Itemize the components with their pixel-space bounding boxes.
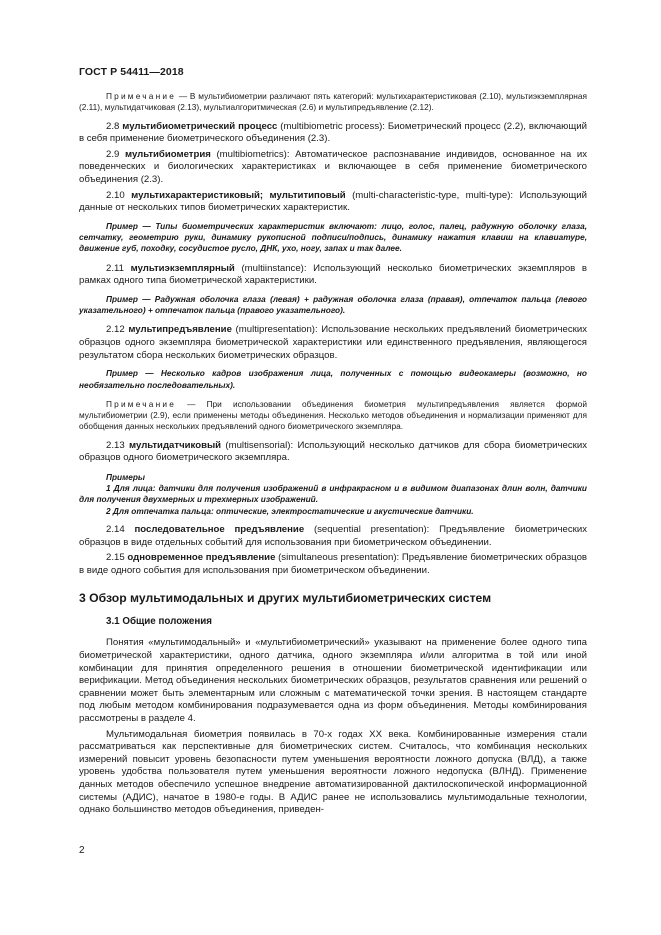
example-fingerprint-sensors: 2 Для отпечатка пальца: оптические, электростатические и акустические датчики. bbox=[106, 505, 474, 516]
term-name: мультидатчиковый bbox=[129, 439, 222, 451]
term-definition: (multipresentation): Использование нескольких предъявлений биометрических образцов одного экземпляра биометрической характеристики или единственного предъявления, являющегося результатом сбора нескольких биометрических образцов. bbox=[79, 324, 587, 361]
term-definition: (multisensorial): Использующий несколько датчиков для сбора биометрических образцов одного биометрического экземпляра. bbox=[79, 439, 587, 464]
section-3-heading: 3 Обзор мультимодальных и других мультибиометрических систем bbox=[79, 591, 492, 606]
term-2-8: 2.8 мультибиометрический процесс (multibiometric process): Биометрический процесс (2.2), включающий в себя применение биометрического объединения (2.3). bbox=[79, 120, 587, 145]
term-2-12: 2.12 мультипредъявление (multipresentation): Использование нескольких предъявлений биометрических образцов одного экземпляра биометрической характеристики или единственного предъявления, являющегося результатом сбора нескольких биометрических образцов. bbox=[79, 324, 587, 361]
term-definition: (multibiometrics): Автоматическое распознавание индивидов, основанное на их поведенческих и биологических характеристиках и включающее в себя применение биометрического объединения (2.3). bbox=[79, 148, 588, 185]
term-2-11: 2.11 мультиэкземплярный (multiinstance): Использующий несколько биометрических экземпляров в рамках одного типа биометрической характеристики. bbox=[79, 262, 587, 287]
term-name: мультихарактеристиковый; мультитиповый bbox=[131, 189, 346, 201]
term-2-15: 2.15 одновременное предъявление (simultaneous presentation): Предъявление биометрических образцов в виде одного события для использования при биометрическом объединении. bbox=[79, 552, 587, 576]
note-label: Примечание bbox=[106, 398, 177, 409]
term-name: мультибиометрический процесс bbox=[122, 120, 278, 132]
examples-heading: Примеры bbox=[106, 471, 146, 482]
subsection-3-1-heading: 3.1 Общие положения bbox=[106, 616, 213, 628]
note-label: Примечание bbox=[106, 91, 177, 101]
note-text: — В мультибиометрии различают пять категорий: мультихарактеристиковая (2.10), мультиэкземплярная (2.11), мультидатчиковая (2.13), мультиалгоритмическая (2.6) и мультипредъявление (2.12). bbox=[79, 91, 587, 113]
term-name: мультибиометрия bbox=[125, 148, 211, 160]
term-definition: (multi-characteristic-type, multi-type): Использующий данные от нескольких типов биометрических характеристик. bbox=[79, 189, 587, 214]
term-2-13: 2.13 мультидатчиковый (multisensorial): Использующий несколько датчиков для сбора биометрических образцов одного биометрического экземпляра. bbox=[79, 439, 587, 464]
page-number: 2 bbox=[79, 845, 85, 856]
example-iris-fingerprint: Пример — Радужная оболочка глаза (левая) + радужная оболочка глаза (правая), отпечаток пальца (левого указательного) + отпечаток пальца (правого указательного). bbox=[79, 293, 587, 316]
document-body bbox=[79, 91, 587, 820]
term-definition: (multibiometric process): Биометрический процесс (2.2), включающий в себя применение биометрического объединения (2.3). bbox=[79, 120, 587, 145]
term-name: одновременное предъявление bbox=[127, 552, 276, 564]
examples-sensors bbox=[79, 472, 587, 517]
example-face-frames: Пример — Несколько кадров изображения лица, полученных с помощью видеокамеры (возможно, но необязательно последовательных). bbox=[79, 368, 587, 390]
note-multipresentation bbox=[79, 399, 587, 433]
term-name: последовательное предъявление bbox=[134, 524, 305, 536]
document-header: ГОСТ Р 54411—2018 bbox=[79, 66, 184, 78]
term-definition: (multiinstance): Использующий несколько биометрических экземпляров в рамках одного типа биометрической характеристики. bbox=[79, 262, 587, 287]
paragraph-concepts: Понятия «мультимодальный» и «мультибиометрический» указывают на применение более одного типа биометрической характеристики, одного датчика, одного экземпляра и/или алгоритма в той или иной комбинации для принятия определенного решения в отношении биометрической идентификации или верификации. Метод объединения нескольких биометрических образцов, результатов сравнения или решений о сравнении может быть элементарным или сложным с математической точки зрения. В настоящем стандарте под любым методом комбинирования подразумевается одна из форм объединения. Методы комбинирования рассмотрены в разделе 4. bbox=[79, 637, 587, 724]
example-characteristic-types: Пример — Типы биометрических характеристик включают: лицо, голос, палец, радужную оболочку глаза, сетчатку, геометрию руки, динамику рукописной подписи/подпись, динамику нажатия клавиш на клавиатуре, движение губ, походку, сосудистое русло, ДНК, ухо, ногу, запах и так далее. bbox=[79, 220, 587, 254]
term-2-10: 2.10 мультихарактеристиковый; мультитиповый (multi-characteristic-type, multi-type): Использующий данные от нескольких типов биометрических характеристик. bbox=[79, 189, 587, 214]
note-categories bbox=[79, 91, 587, 114]
term-definition: (simultaneous presentation): Предъявление биометрических образцов в виде одного события для использования при биометрическом объединении. bbox=[79, 552, 587, 576]
paragraph-history: Мультимодальная биометрия появилась в 70-х годах XX века. Комбинированные измерения стали рассматриваться как перспективные для биометрических систем. Считалось, что комбинация нескольких измерений повысит уровень безопасности путем уменьшения вероятности ложного допуска (ВЛД), а также уровень удобства пользователя путем уменьшения вероятности ложного недопуска (ВЛНД). Применение данных методов обеспечило успешное внедрение автоматизированной дактилоскопической информационной системы (АДИС), начатое в 1980-е годы. В АДИС ранее не использовались мультимодальные технологии, однако большинство методов объединения, приведен- bbox=[79, 728, 587, 816]
term-name: мультипредъявление bbox=[128, 324, 232, 336]
term-2-14: 2.14 последовательное предъявление (sequential presentation): Предъявление биометрических образцов в виде отдельных событий для использования при биометрическом объединении. bbox=[79, 524, 587, 548]
example-face-sensors: 1 Для лица: датчики для получения изображений в инфракрасном и в видимом диапазонах длин волн, датчики для получения двухмерных и трехмерных изображений. bbox=[79, 483, 587, 505]
note-text: — При использовании объединения биометрия мультипредъявления является формой мультибиометрии (2.9), если применены методы объединения. Несколько методов объединения и нормализации применяют для обобщения данных нескольких предъявлений одного биометрического экземпляра. bbox=[79, 398, 587, 432]
term-2-9: 2.9 мультибиометрия (multibiometrics): Автоматическое распознавание индивидов, основанное на их поведенческих и биологических характеристиках и включающее в себя применение биометрического объединения (2.3). bbox=[79, 148, 588, 185]
term-name: мультиэкземплярный bbox=[130, 262, 235, 274]
term-definition: (sequential presentation): Предъявление биометрических образцов в виде отдельных событий для использования при биометрическом объединении. bbox=[79, 524, 587, 548]
